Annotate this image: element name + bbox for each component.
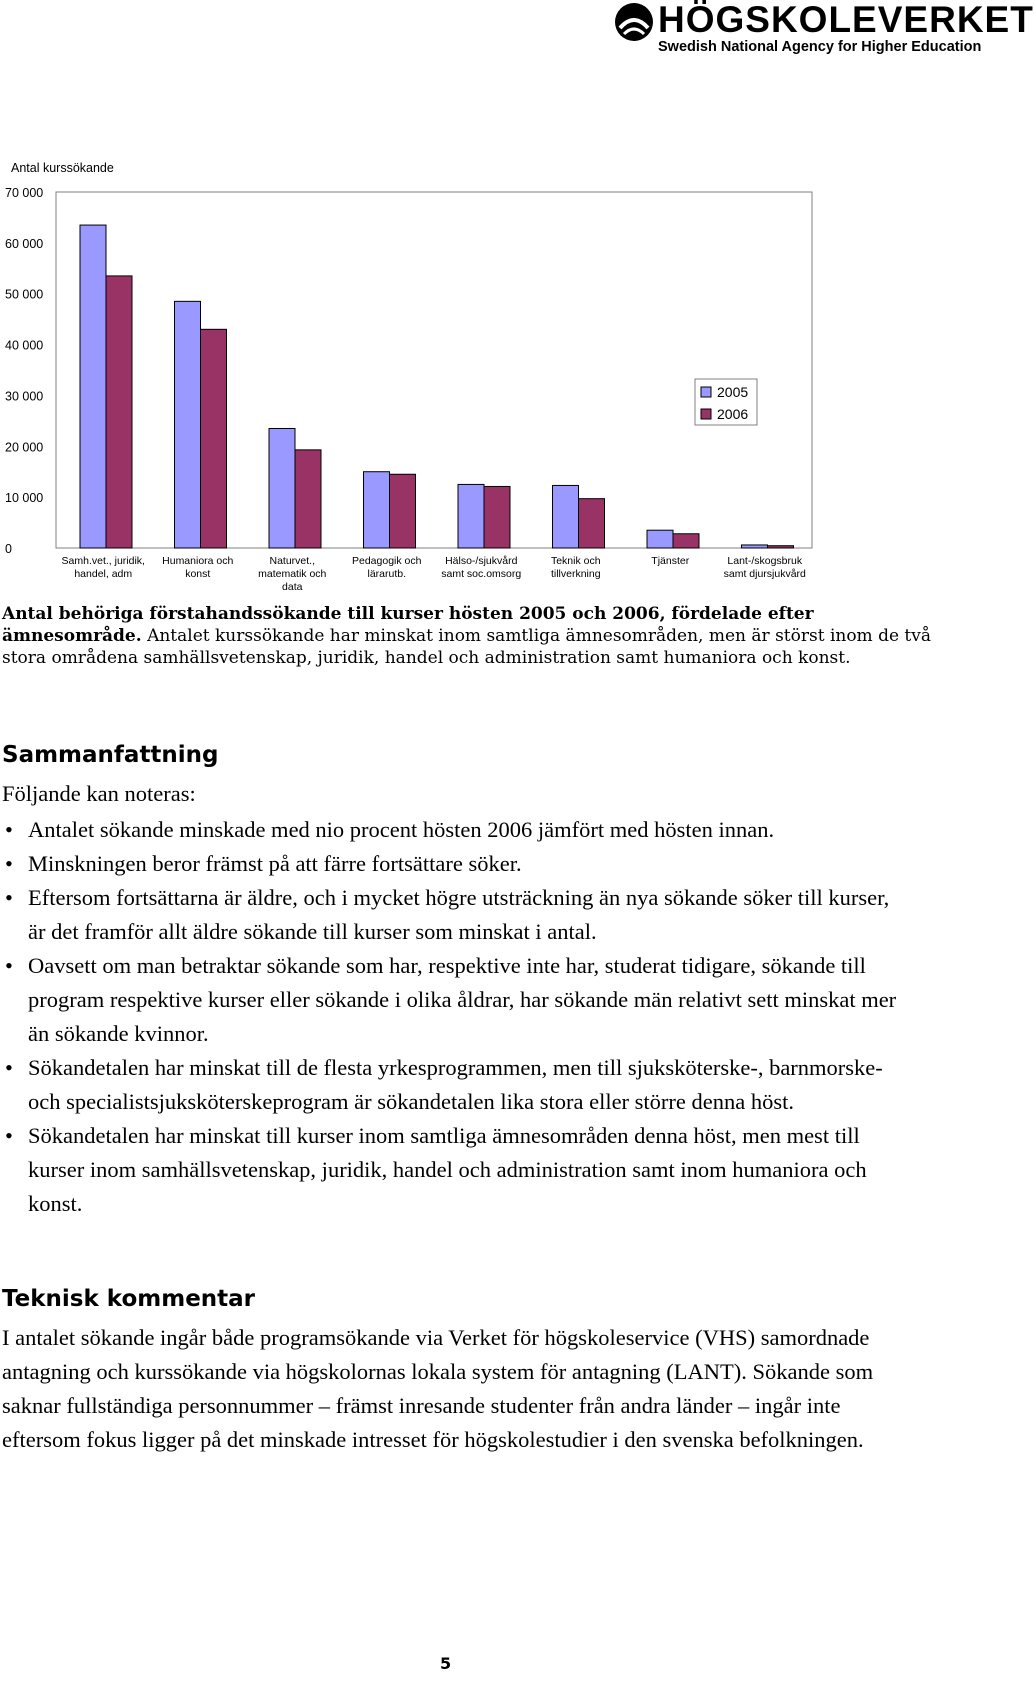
bar-2005 xyxy=(364,472,390,548)
bar-2006 xyxy=(768,546,794,548)
bullet-icon: • xyxy=(5,817,13,842)
legend-label: 2005 xyxy=(717,384,749,400)
chart-caption xyxy=(2,603,952,669)
bullet-icon: • xyxy=(5,885,13,910)
bar-2005 xyxy=(269,428,295,548)
legend-label: 2006 xyxy=(717,406,749,422)
x-tick-label: handel, adm xyxy=(74,568,133,580)
bar-2005 xyxy=(80,225,106,548)
plot-area xyxy=(56,192,812,548)
y-axis-title: Antal kurssökande xyxy=(11,161,114,175)
bar-2005 xyxy=(742,545,768,548)
x-tick-label: Humaniora och xyxy=(162,555,234,567)
bar-2006 xyxy=(579,499,605,548)
logo-title: HÖGSKOLEVERKET xyxy=(658,0,1034,40)
bar-2005 xyxy=(647,530,673,548)
list-item: • Minskningen beror främst på att färre fortsättare söker. xyxy=(2,847,902,881)
bar-2005 xyxy=(175,301,201,548)
summary-list xyxy=(2,813,902,1221)
x-tick-label: konst xyxy=(185,568,211,580)
bar-2006 xyxy=(673,534,699,548)
bar-2006 xyxy=(201,329,227,548)
x-tick-label: Pedagogik och xyxy=(352,555,422,567)
bar-chart xyxy=(0,150,960,600)
x-tick-label: samt djursjukvård xyxy=(723,568,806,580)
caption-bold: Antal behöriga förstahandssökande till kurser hösten 2005 och 2006, fördelade efter ämnesområde. xyxy=(2,604,814,646)
bar-2006 xyxy=(106,276,132,548)
summary-heading: Sammanfattning xyxy=(2,742,219,768)
y-tick-label: 20 000 xyxy=(5,440,44,455)
y-tick-label: 70 000 xyxy=(5,186,44,200)
bar-2006 xyxy=(484,486,510,548)
list-item: • Sökandetalen har minskat till kurser inom samtliga ämnesområden denna höst, men mest till kurser inom samhällsvetenskap, juridik, handel och administration samt inom humaniora och konst. xyxy=(2,1119,902,1221)
x-tick-label: lärarutb. xyxy=(367,568,407,580)
summary-intro: Följande kan noteras: xyxy=(2,781,196,806)
bar-2005 xyxy=(553,485,579,548)
bar-2005 xyxy=(458,484,484,548)
list-item: • Eftersom fortsättarna är äldre, och i mycket högre utsträckning än nya sökande söker till kurser, är det framför allt äldre sökande till kurser som minskat i antal. xyxy=(2,881,902,949)
y-tick-label: 0 xyxy=(5,542,12,556)
x-tick-label: Teknik och xyxy=(550,555,601,567)
technical-heading: Teknisk kommentar xyxy=(2,1286,256,1312)
x-tick-label: data xyxy=(282,581,303,593)
y-tick-label: 60 000 xyxy=(5,236,44,251)
bullet-icon: • xyxy=(5,1123,13,1148)
list-item: • Oavsett om man betraktar sökande som har, respektive inte har, studerat tidigare, sökande till program respektive kurser eller sökande i olika åldrar, har sökande män relativt sett minskat mer än sökande kvinnor. xyxy=(2,949,902,1051)
page-number: 5 xyxy=(440,1654,452,1673)
y-tick-label: 50 000 xyxy=(5,287,44,302)
y-tick-label: 10 000 xyxy=(5,491,44,506)
bar-2006 xyxy=(390,474,416,548)
list-item: • Antalet sökande minskade med nio procent hösten 2006 jämfört med hösten innan. xyxy=(2,813,902,847)
technical-text: I antalet sökande ingår både programsökande via Verket för högskoleservice (VHS) samordnade antagning och kurssökande via högskolornas lokala system för antagning (LANT). Sökande som saknar fullständiga personnummer – främst inresande studenter från andra länder – ingår inte eftersom fokus ligger på det minskade intresset för högskolestudier i den svenska befolkningen. xyxy=(2,1325,874,1452)
y-tick-label: 40 000 xyxy=(5,338,44,353)
x-tick-label: Tjänster xyxy=(651,555,690,567)
x-tick-label: Samh.vet., juridik, xyxy=(61,555,145,567)
bullet-icon: • xyxy=(5,1055,13,1080)
x-tick-label: matematik och xyxy=(258,568,327,580)
agency-logo xyxy=(612,0,1034,62)
logo-subtitle: Swedish National Agency for Higher Education xyxy=(658,39,982,55)
bullet-icon: • xyxy=(5,953,13,978)
logo-emblem-icon xyxy=(614,2,654,42)
x-tick-label: samt soc.omsorg xyxy=(441,568,522,580)
caption-text: Antalet kurssökande har minskat inom samtliga ämnesområden, men är störst inom de två stora områdena samhällsvetenskap, juridik, handel och administration samt humaniora och konst. xyxy=(2,626,932,668)
list-item: • Sökandetalen har minskat till de flesta yrkesprogrammen, men till sjuksköterske-, barnmorske- och specialistsjuksköterskeprogram är sökandetalen lika stora eller större denna höst. xyxy=(2,1051,902,1119)
y-tick-label: 30 000 xyxy=(5,389,44,404)
x-tick-label: Naturvet., xyxy=(269,555,316,567)
x-tick-label: Hälso-/sjukvård xyxy=(445,555,518,567)
x-tick-label: Lant-/skogsbruk xyxy=(727,555,803,567)
bullet-icon: • xyxy=(5,851,13,876)
bar-2006 xyxy=(295,450,321,548)
x-tick-label: tillverkning xyxy=(550,568,601,580)
legend-swatch xyxy=(701,387,711,397)
legend-swatch xyxy=(701,409,711,419)
